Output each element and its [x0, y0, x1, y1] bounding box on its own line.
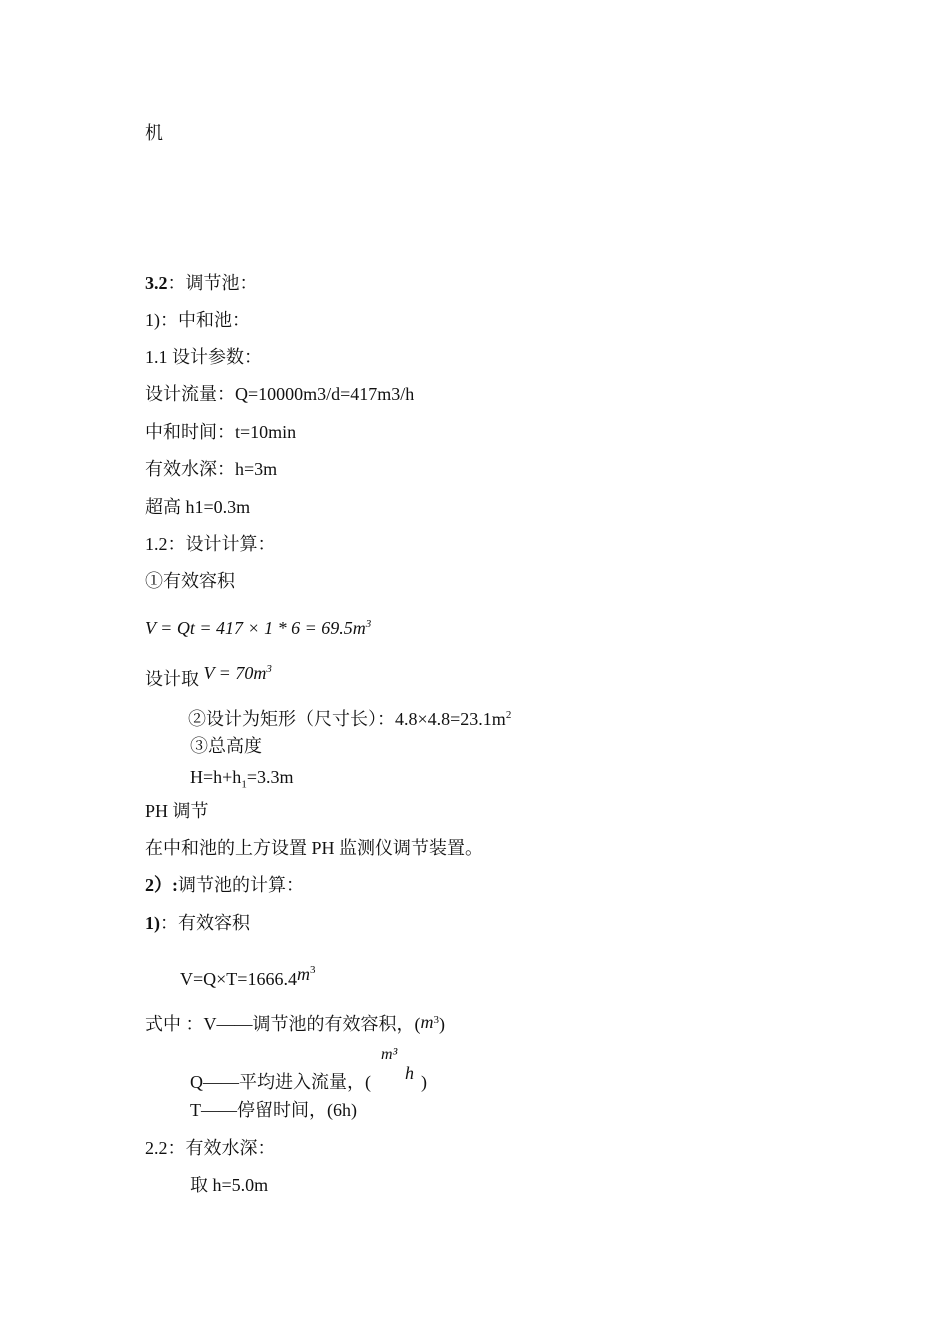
- formula-height-b: =3.3m: [246, 767, 294, 787]
- section-effective-depth: 2.2：有效水深：: [145, 1138, 276, 1158]
- formula-height: [190, 766, 293, 796]
- item-rectangular-exp: 2: [505, 709, 512, 721]
- formula-regulating-volume: [180, 959, 315, 990]
- where-q-close: ): [421, 1072, 427, 1092]
- item-regulating-text: ：有效容积: [160, 913, 250, 933]
- flow-unit-fraction: [371, 1046, 421, 1088]
- subheading-neutralization-tank: 1)：中和池：: [145, 310, 250, 330]
- item-effective-volume: ①有效容积: [145, 571, 235, 591]
- param-time: 中和时间：t=10min: [145, 422, 297, 442]
- text-ph-device: 在中和池的上方设置 PH 监测仪调节装置。: [145, 838, 484, 858]
- where-v: [145, 1009, 445, 1035]
- where-v-text: 式中 ：V——调节池的有效容积，(: [145, 1014, 421, 1034]
- where-q: [190, 1046, 427, 1093]
- text-ji: 机: [145, 123, 163, 143]
- formula-regulating-unit: m: [296, 964, 310, 984]
- where-q-text: Q——平均进入流量，(: [190, 1072, 371, 1092]
- formula-volume-expr: V = Qt = 417 × 1 * 6 = 69.5: [145, 618, 353, 638]
- design-take-exp: 3: [266, 663, 272, 675]
- item-regulating-volume: [145, 912, 250, 934]
- formula-volume-exp: 3: [365, 618, 372, 630]
- formula-regulating-exp: 3: [309, 964, 316, 976]
- item-total-height: ③总高度: [190, 736, 262, 756]
- design-take-expr: V = 70: [203, 663, 254, 683]
- item-regulating-num: 1): [145, 913, 160, 933]
- subheading-regulating-tank: [145, 874, 304, 896]
- design-take-unit: m: [253, 663, 267, 683]
- flow-unit-numerator: m³: [381, 1046, 398, 1063]
- design-take-prefix: 设计取: [145, 669, 199, 689]
- formula-regulating-expr: V=Q×T=1666.4: [180, 969, 297, 989]
- design-take-formula: [204, 663, 272, 683]
- section-design-params: 1.1 设计参数：: [145, 347, 262, 367]
- heading-text: ：调节池：: [167, 273, 258, 293]
- param-flow: 设计流量：Q=10000m3/d=417m3/h: [145, 384, 415, 404]
- heading-number: 3.2: [145, 273, 168, 293]
- param-freeboard: 超高 h1=0.3m: [145, 497, 251, 517]
- param-depth: 有效水深：h=3m: [145, 459, 278, 479]
- where-v-unit: m: [420, 1012, 434, 1032]
- section-design-calc: 1.2：设计计算：: [145, 534, 276, 554]
- subheading-regulating-text: 调节池的计算：: [178, 875, 304, 895]
- where-t: T——停留时间，(6h): [190, 1100, 357, 1120]
- where-v-exp: 3: [433, 1014, 439, 1026]
- subheading-regulating-num: 2）:: [145, 875, 178, 895]
- item-rectangular-text: ②设计为矩形（尺寸长）：4.8×4.8=23.1m: [188, 709, 506, 729]
- design-take: [145, 664, 272, 690]
- take-depth: 取 h=5.0m: [190, 1175, 269, 1195]
- flow-unit-denominator: h: [405, 1063, 414, 1083]
- formula-height-sub: 1: [241, 778, 247, 791]
- heading-3-2: [145, 272, 258, 294]
- formula-volume: [145, 613, 371, 639]
- where-v-close: ): [439, 1014, 445, 1034]
- item-rectangular: [188, 704, 511, 730]
- formula-height-a: H=h+h: [190, 767, 242, 787]
- subheading-ph: PH 调节: [145, 801, 209, 821]
- formula-volume-unit: m: [352, 618, 366, 638]
